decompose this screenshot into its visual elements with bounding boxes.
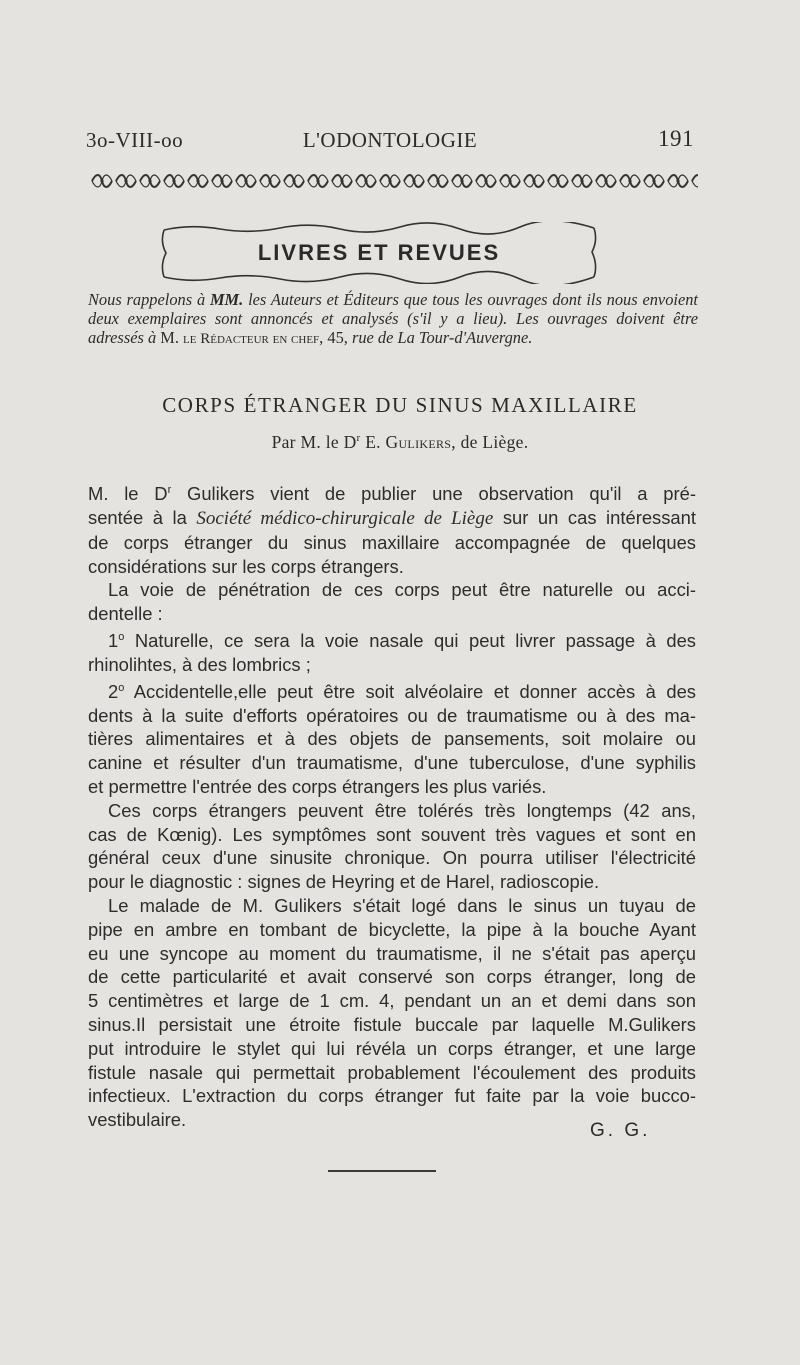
body-text: Accidentelle,elle peut être soit alvéolaire et donner accès à des: [124, 680, 696, 702]
body-line: canine et résulter d'un traumatisme, d'une tuberculose, d'une syphilis: [88, 752, 696, 774]
body-line: Le malade de M. Gulikers s'était logé dans le sinus un tuyau de: [108, 894, 696, 916]
body-line: pipe en ambre en tombant de bicyclette, la pipe à la bouche Ayant: [88, 918, 696, 940]
society-name: Société médico-chirurgicale de Liège: [196, 507, 494, 529]
notice-text-1: Nous rappelons à: [88, 290, 210, 309]
decorative-ornament-band: [90, 172, 698, 190]
running-header: [86, 124, 694, 158]
body-line: 5 centimètres et large de 1 cm. 4, pendant un an et demi dans son: [88, 990, 696, 1012]
body-sup: o: [118, 630, 125, 643]
body-line: sinus.Il persistait une étroite fistule buccale par laquelle M.Gulikers: [88, 1013, 696, 1035]
body-line: dents à la suite d'efforts opératoires ou de traumatisme ou à des ma-: [88, 704, 696, 726]
paragraph-5: [88, 799, 696, 894]
header-journal-title: L'ODONTOLOGIE: [302, 128, 478, 152]
body-line: cas de Kœnig). Les symptômes sont souvent très vagues et sont en: [88, 823, 696, 845]
body-line: dentelle :: [88, 603, 163, 625]
body-line: [88, 506, 696, 531]
body-text: sur un cas intéressant: [493, 506, 696, 528]
article-body: [88, 479, 696, 1132]
header-date: 3o-VIII-oo: [86, 128, 184, 152]
body-text: Gulikers vient de publier une observation qu'il a pré-: [171, 483, 696, 505]
body-text: 1: [108, 630, 119, 652]
body-line: La voie de pénétration de ces corps peut être naturelle ou acci-: [108, 579, 696, 601]
body-text: 2: [108, 680, 119, 702]
body-line: fistule nasale qui permettait probablement l'écoulement des produits: [88, 1061, 696, 1083]
byline-suffix: , de Liège.: [451, 432, 529, 452]
byline-author: Gulikers: [385, 432, 452, 452]
body-line: [88, 677, 696, 704]
notice-address: rue de La Tour-d'Auvergne.: [351, 328, 533, 347]
body-line: pour le diagnostic : signes de Heyring et de Harel, radioscopie.: [88, 871, 600, 893]
body-line: infectieux. L'extraction du corps étranger fut faite par la voie bucco-: [88, 1085, 696, 1107]
notice-text-2: les Auteurs et Éditeurs que tous les ouvrages dont ils nous envoient deux exemplaires sont annoncés et analysés (s'il y a lieu). Les ouvrages doivent être adressés à: [88, 290, 698, 347]
body-line: et permettre l'entrée des corps étrangers les plus variés.: [88, 775, 547, 797]
body-line: rhinolihtes, à des lombrics ;: [88, 653, 311, 675]
body-line: [88, 626, 696, 653]
article-title: CORPS ÉTRANGER DU SINUS MAXILLAIRE: [162, 393, 638, 417]
paragraph-6: [88, 894, 696, 1132]
author-signature-initials: G. G.: [590, 1120, 651, 1141]
notice-text-3: , 45,: [319, 328, 352, 347]
body-sup: r: [167, 484, 172, 496]
body-line: [88, 479, 696, 506]
article-byline: [0, 432, 800, 453]
body-text: sentée à la: [88, 506, 197, 528]
paragraph-3: [88, 626, 696, 677]
body-line: Ces corps étrangers peuvent être tolérés très longtemps (42 ans,: [108, 799, 696, 821]
paragraph-4: [88, 677, 696, 799]
notice-mm: MM.: [209, 290, 244, 309]
body-line: général ceux d'une sinusite chronique. On pourra utiliser l'électricité: [88, 847, 696, 869]
byline-sup: r: [356, 432, 361, 445]
paragraph-1: [88, 479, 696, 578]
section-title: LIVRES ET REVUES: [257, 240, 501, 265]
body-line: tières alimentaires et à des objets de pansements, soit molaire ou: [88, 728, 696, 750]
header-page-number: 191: [658, 126, 694, 151]
body-text: M. le D: [88, 483, 168, 505]
body-line: de corps étranger du sinus maxillaire accompagnée de quelques: [88, 531, 696, 553]
notice-redacteur: le Rédacteur en chef: [183, 331, 320, 347]
body-line: eu une syncope au moment du traumatisme, il ne s'était pas aperçu: [88, 942, 696, 964]
notice-m: M.: [160, 328, 184, 347]
body-line: vestibulaire.: [88, 1109, 187, 1131]
paragraph-2: [88, 578, 696, 626]
closing-rule: [328, 1170, 436, 1172]
body-line: considérations sur les corps étrangers.: [88, 555, 404, 577]
body-line: de cette particularité et avait conservé son corps étranger, long de: [88, 966, 696, 988]
body-sup: o: [118, 681, 125, 694]
byline-prefix: Par M. le D: [271, 432, 357, 452]
section-title-frame: [160, 222, 598, 284]
body-line: put introduire le stylet qui lui révéla un corps étranger, et une large: [88, 1037, 696, 1059]
byline-initial: E.: [360, 432, 386, 452]
body-text: Naturelle, ce sera la voie nasale qui peut livrer passage à des: [124, 630, 696, 652]
editorial-notice: [88, 290, 698, 349]
